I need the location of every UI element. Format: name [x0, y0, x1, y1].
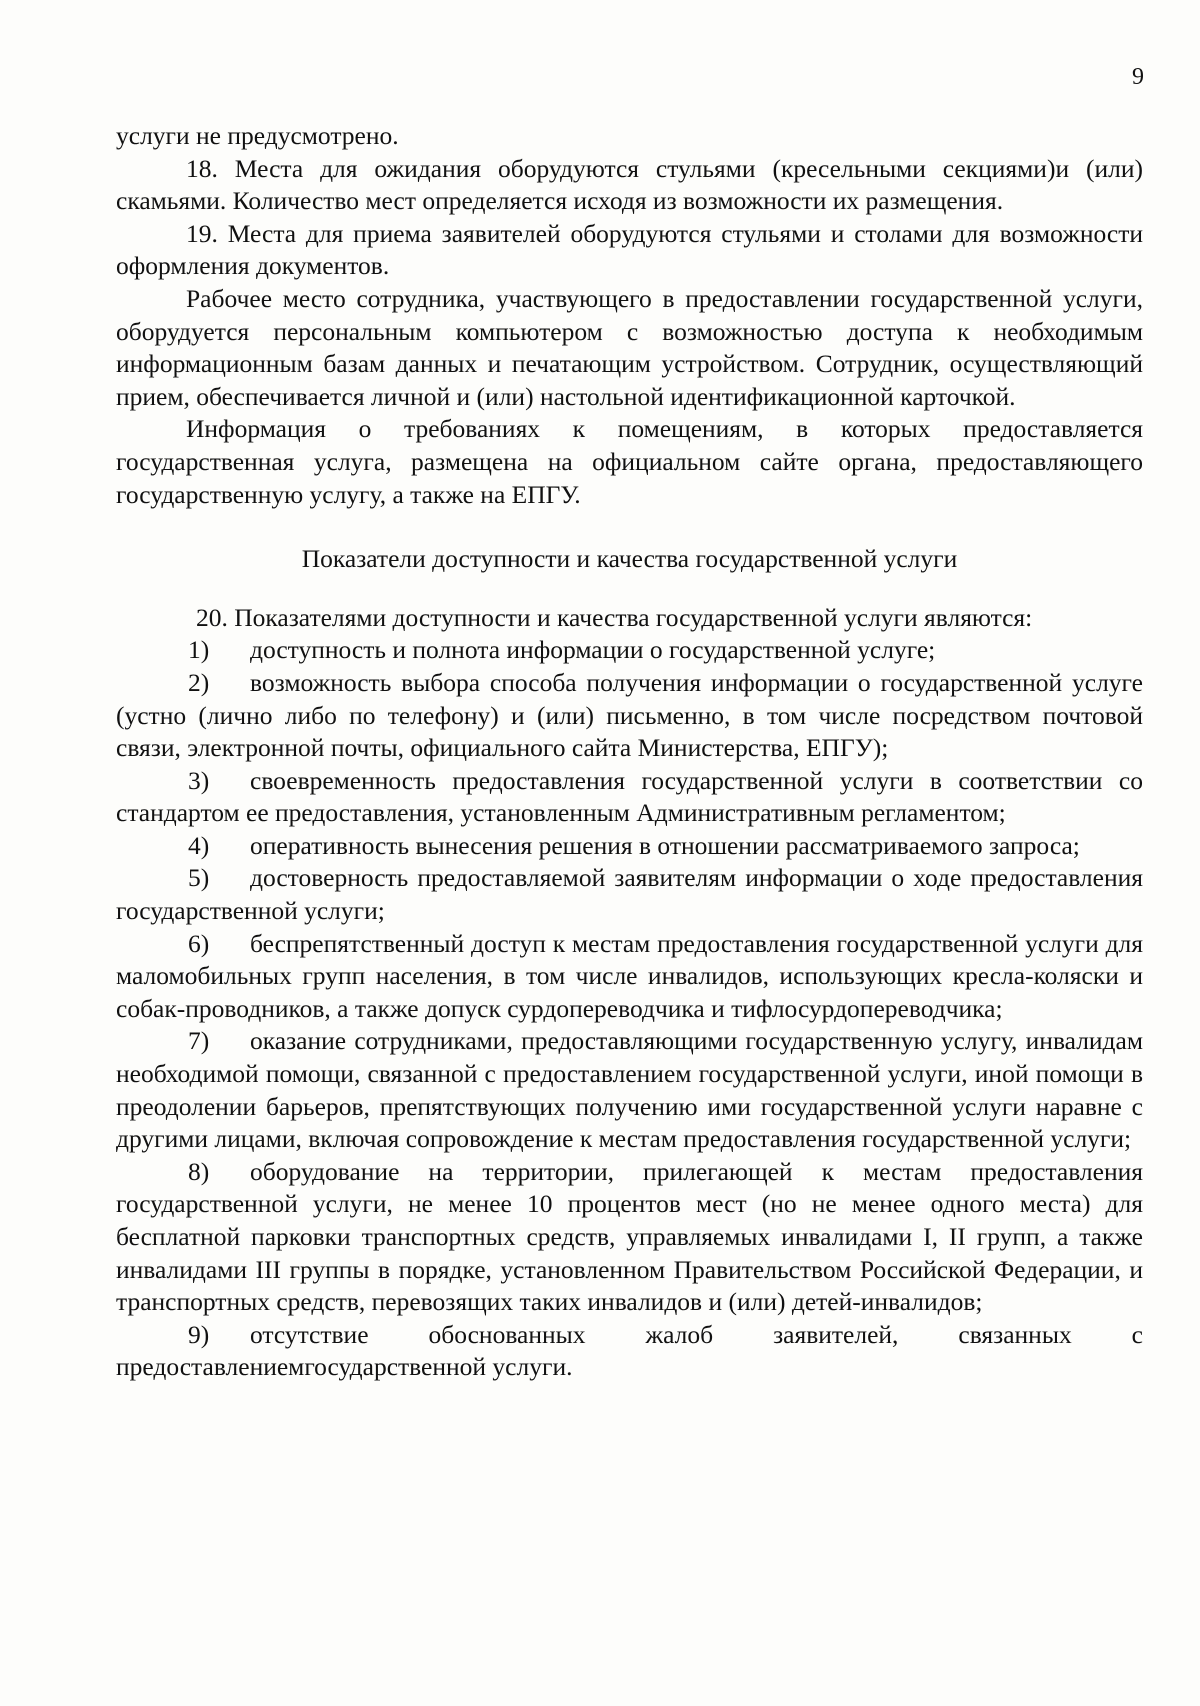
list-item-number: 5)	[188, 863, 210, 893]
paragraph-20-intro: 20. Показателями доступности и качества государственной услуги являются:	[196, 602, 1033, 632]
list-item-number: 9)	[188, 1319, 210, 1349]
list-item-text: оборудование на территории, прилегающей к местам предоставления государственной услуги, не менее 10 процентов мест (но не менее одного места) для бесплатной парковки транспортных средств, управляемых инвалидами I, II групп, а также инвалидами III группы в порядке, установленном Правительством Российской Федерации, и транспортных средств, перевозящих таких инвалидов и (или) детей-инвалидов;	[116, 1156, 1143, 1317]
paragraph-information: Информация о требованиях к помещениям, в которых предоставляется государственная услуга, размещена на официальном сайте органа, предоставляющего государственную услугу, а также на ЕПГУ.	[116, 414, 1143, 509]
list-item-text: своевременность предоставления государственной услуги в соответствии со стандартом ее предоставления, установленным Административным регламентом;	[116, 765, 1143, 828]
list-item-number: 8)	[188, 1156, 210, 1186]
list-item-number: 4)	[188, 830, 210, 860]
list-item	[116, 830, 1143, 863]
list-item-text: оперативность вынесения решения в отношении рассматриваемого запроса;	[250, 830, 1080, 860]
list-item-text: отсутствие обоснованных жалоб заявителей, связанных с предоставлениемгосударственной услуги.	[116, 1319, 1143, 1382]
list-item	[116, 1156, 1143, 1319]
document-body	[116, 120, 1143, 1384]
section-heading: Показатели доступности и качества государственной услуги	[301, 544, 958, 574]
list-item-number: 2)	[188, 667, 210, 697]
list-item	[116, 765, 1143, 830]
paragraph-19: 19. Места для приема заявителей оборудуются стульями и столами для возможности оформления документов.	[116, 218, 1143, 281]
list-item-text: достоверность предоставляемой заявителям информации о ходе предоставления государственной услуги;	[116, 863, 1143, 926]
list-item-number: 6)	[188, 928, 210, 958]
list-item-text: оказание сотрудниками, предоставляющими государственную услугу, инвалидам необходимой помощи, связанной с предоставлением государственной услуги, иной помощи в преодолении барьеров, препятствующих получению ими государственной услуги наравне с другими лицами, включая сопровождение к местам предоставления государственной услуги;	[116, 1026, 1143, 1154]
list-item-text: возможность выбора способа получения информации о государственной услуге (устно (лично либо по телефону) и (или) письменно, в том числе посредством почтовой связи, электронной почты, официального сайта Министерства, ЕПГУ);	[116, 667, 1143, 763]
opening-line: услуги не предусмотрено.	[116, 121, 399, 150]
list-item	[116, 667, 1143, 765]
list-item	[116, 1025, 1143, 1155]
paragraph-workplace: Рабочее место сотрудника, участвующего в предоставлении государственной услуги, оборудуется персональным компьютером с возможностью доступа к необходимым информационным базам данных и печатающим устройством. Сотрудник, осуществляющий прием, обеспечивается личной и (или) настольной идентификационной карточкой.	[116, 283, 1143, 411]
list-item	[116, 862, 1143, 927]
list-item-number: 7)	[188, 1026, 210, 1056]
list-item	[116, 1319, 1143, 1384]
list-item-number: 1)	[188, 635, 210, 665]
list-item-text: доступность и полнота информации о государственной услуге;	[250, 635, 936, 665]
list-item-text: беспрепятственный доступ к местам предоставления государственной услуги для маломобильных групп населения, в том числе инвалидов, использующих кресла-коляски и собак-проводников, а также допуск сурдопереводчика и тифлосурдопереводчика;	[116, 928, 1143, 1023]
indicator-list	[116, 634, 1143, 1384]
list-item	[116, 928, 1143, 1026]
list-item	[116, 634, 1143, 667]
paragraph-18: 18. Места для ожидания оборудуются стульями (кресельными секциями)и (или) скамьями. Количество мест определяется исходя из возможности их размещения.	[116, 153, 1143, 216]
list-item-number: 3)	[188, 765, 210, 795]
page-number: 9	[1132, 64, 1144, 90]
